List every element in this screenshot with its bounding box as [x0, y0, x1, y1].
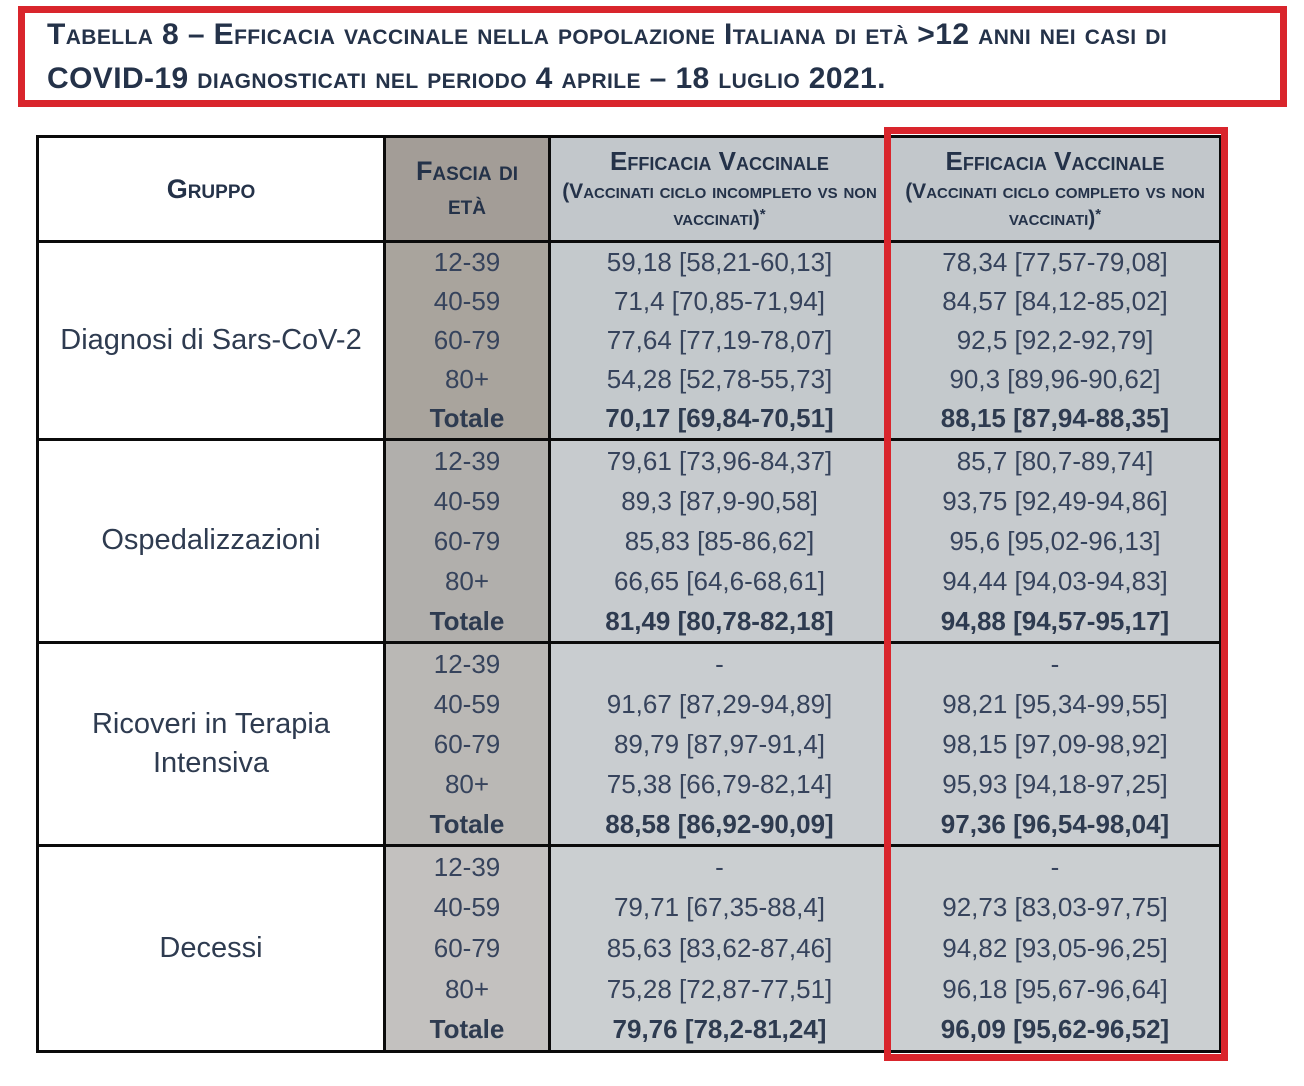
age-band-cell: 60-79 [433, 932, 501, 963]
age-band-cell: Totale [429, 808, 505, 839]
age-band-cell: 40-59 [433, 892, 501, 923]
table-body [39, 243, 1219, 1050]
completo-column [888, 644, 1219, 844]
age-band-cell: 60-79 [433, 728, 501, 759]
group-block [39, 438, 1219, 641]
age-band-cell: 40-59 [433, 286, 501, 316]
efficacy-completo-cell: 92,5 [92,2-92,79] [956, 325, 1154, 355]
age-band-cell: Totale [429, 1014, 505, 1045]
efficacy-completo-cell: 95,6 [95,02-96,13] [949, 525, 1161, 556]
header-completo-line1: Efficacia Vaccinale [945, 146, 1165, 177]
header-efficacia-completo [888, 138, 1219, 240]
efficacy-incompleto-cell: 85,83 [85-86,62] [624, 525, 815, 556]
table-header-row [39, 138, 1219, 243]
fascia-column [383, 243, 548, 438]
efficacy-completo-cell: 93,75 [92,49-94,86] [942, 485, 1168, 516]
incompleto-column [548, 847, 888, 1050]
efficacy-incompleto-cell: - [715, 648, 724, 679]
efficacy-incompleto-cell: 77,64 [77,19-78,07] [606, 325, 833, 355]
efficacy-incompleto-cell: - [715, 851, 724, 882]
efficacy-incompleto-cell: 71,4 [70,85-71,94] [613, 286, 826, 316]
group-block [39, 243, 1219, 438]
efficacy-incompleto-cell: 91,67 [87,29-94,89] [606, 688, 833, 719]
age-band-cell: 12-39 [433, 851, 501, 882]
header-fascia-label: Fascia di età [415, 156, 519, 220]
fascia-column [383, 847, 548, 1050]
age-band-cell: 80+ [444, 768, 490, 799]
header-incompleto-line2-text: (Vaccinati ciclo incompleto vs non vaccinati) [562, 180, 877, 230]
fascia-column [383, 441, 548, 641]
efficacy-completo-cell: - [1050, 851, 1060, 882]
completo-column [888, 243, 1219, 438]
efficacy-incompleto-cell: 54,28 [52,78-55,73] [606, 364, 833, 394]
header-gruppo-label: Gruppo [166, 173, 256, 204]
age-band-cell: 40-59 [433, 688, 501, 719]
efficacy-completo-cell: 94,88 [94,57-95,17] [940, 605, 1170, 636]
group-block [39, 844, 1219, 1050]
efficacy-completo-cell: 94,44 [94,03-94,83] [942, 565, 1168, 596]
fascia-column [383, 644, 548, 844]
efficacy-completo-cell: 96,18 [95,67-96,64] [942, 973, 1168, 1004]
efficacy-completo-cell: 85,7 [80,7-89,74] [956, 445, 1154, 476]
header-incompleto-line2 [559, 179, 880, 232]
efficacy-completo-cell: 96,09 [95,62-96,52] [940, 1014, 1170, 1045]
completo-column [888, 847, 1219, 1050]
title-box [18, 6, 1287, 107]
age-band-cell: 80+ [444, 364, 490, 394]
group-label: Ospedalizzazioni [39, 441, 383, 641]
header-fascia [383, 138, 548, 240]
efficacy-incompleto-cell: 75,28 [72,87-77,51] [606, 973, 833, 1004]
age-band-cell: 80+ [444, 565, 490, 596]
efficacy-incompleto-cell: 88,58 [86,92-90,09] [605, 808, 834, 839]
incompleto-column [548, 243, 888, 438]
efficacy-incompleto-cell: 85,63 [83,62-87,46] [606, 932, 833, 963]
efficacy-incompleto-cell: 81,49 [80,78-82,18] [605, 605, 834, 636]
efficacy-incompleto-cell: 75,38 [66,79-82,14] [606, 768, 833, 799]
age-band-cell: 80+ [444, 973, 490, 1004]
incompleto-column [548, 441, 888, 641]
header-completo-line2-text: (Vaccinati ciclo completo vs non vaccinati) [905, 180, 1205, 230]
efficacy-incompleto-cell: 79,76 [78,2-81,24] [612, 1014, 827, 1045]
efficacy-table [36, 135, 1222, 1053]
efficacy-completo-cell: 92,73 [83,03-97,75] [942, 892, 1168, 923]
efficacy-incompleto-cell: 66,65 [64,6-68,61] [613, 565, 826, 596]
footnote-asterisk: * [1095, 205, 1102, 223]
completo-column [888, 441, 1219, 641]
efficacy-completo-cell: 94,82 [93,05-96,25] [942, 932, 1168, 963]
age-band-cell: Totale [429, 605, 505, 636]
efficacy-completo-cell: 78,34 [77,57-79,08] [942, 247, 1168, 277]
header-completo-line2 [899, 179, 1211, 232]
header-efficacia-incompleto [548, 138, 888, 240]
age-band-cell: 12-39 [433, 247, 501, 277]
age-band-cell: 12-39 [433, 445, 501, 476]
efficacy-incompleto-cell: 79,71 [67,35-88,4] [613, 892, 826, 923]
efficacy-completo-cell: 98,15 [97,09-98,92] [942, 728, 1168, 759]
group-label: Diagnosi di Sars-CoV-2 [39, 243, 383, 438]
efficacy-completo-cell: 97,36 [96,54-98,04] [940, 808, 1170, 839]
efficacy-completo-cell: 98,21 [95,34-99,55] [942, 688, 1168, 719]
efficacy-incompleto-cell: 89,79 [87,97-91,4] [613, 728, 826, 759]
group-label: Decessi [39, 847, 383, 1050]
efficacy-completo-cell: 84,57 [84,12-85,02] [942, 286, 1168, 316]
efficacy-completo-cell: 90,3 [89,96-90,62] [949, 364, 1161, 394]
efficacy-incompleto-cell: 70,17 [69,84-70,51] [605, 403, 834, 433]
efficacy-completo-cell: 88,15 [87,94-88,35] [940, 403, 1170, 433]
age-band-cell: 60-79 [433, 525, 501, 556]
age-band-cell: Totale [429, 403, 505, 433]
header-gruppo [39, 138, 383, 240]
efficacy-completo-cell: 95,93 [94,18-97,25] [942, 768, 1168, 799]
header-incompleto-line1: Efficacia Vaccinale [610, 146, 829, 177]
age-band-cell: 40-59 [433, 485, 501, 516]
table-title: Tabella 8 – Efficacia vaccinale nella popolazione Italiana di età >12 anni nei casi di COVID-19 diagnosticati nel periodo 4 aprile – 18 luglio 2021. [47, 18, 1168, 95]
efficacy-incompleto-cell: 79,61 [73,96-84,37] [606, 445, 833, 476]
efficacy-incompleto-cell: 59,18 [58,21-60,13] [606, 247, 833, 277]
efficacy-completo-cell: - [1050, 648, 1060, 679]
group-label: Ricoveri in Terapia Intensiva [39, 644, 383, 844]
age-band-cell: 12-39 [433, 648, 501, 679]
incompleto-column [548, 644, 888, 844]
group-block [39, 641, 1219, 844]
age-band-cell: 60-79 [433, 325, 501, 355]
efficacy-incompleto-cell: 89,3 [87,9-90,58] [621, 485, 818, 516]
footnote-asterisk: * [759, 205, 766, 223]
